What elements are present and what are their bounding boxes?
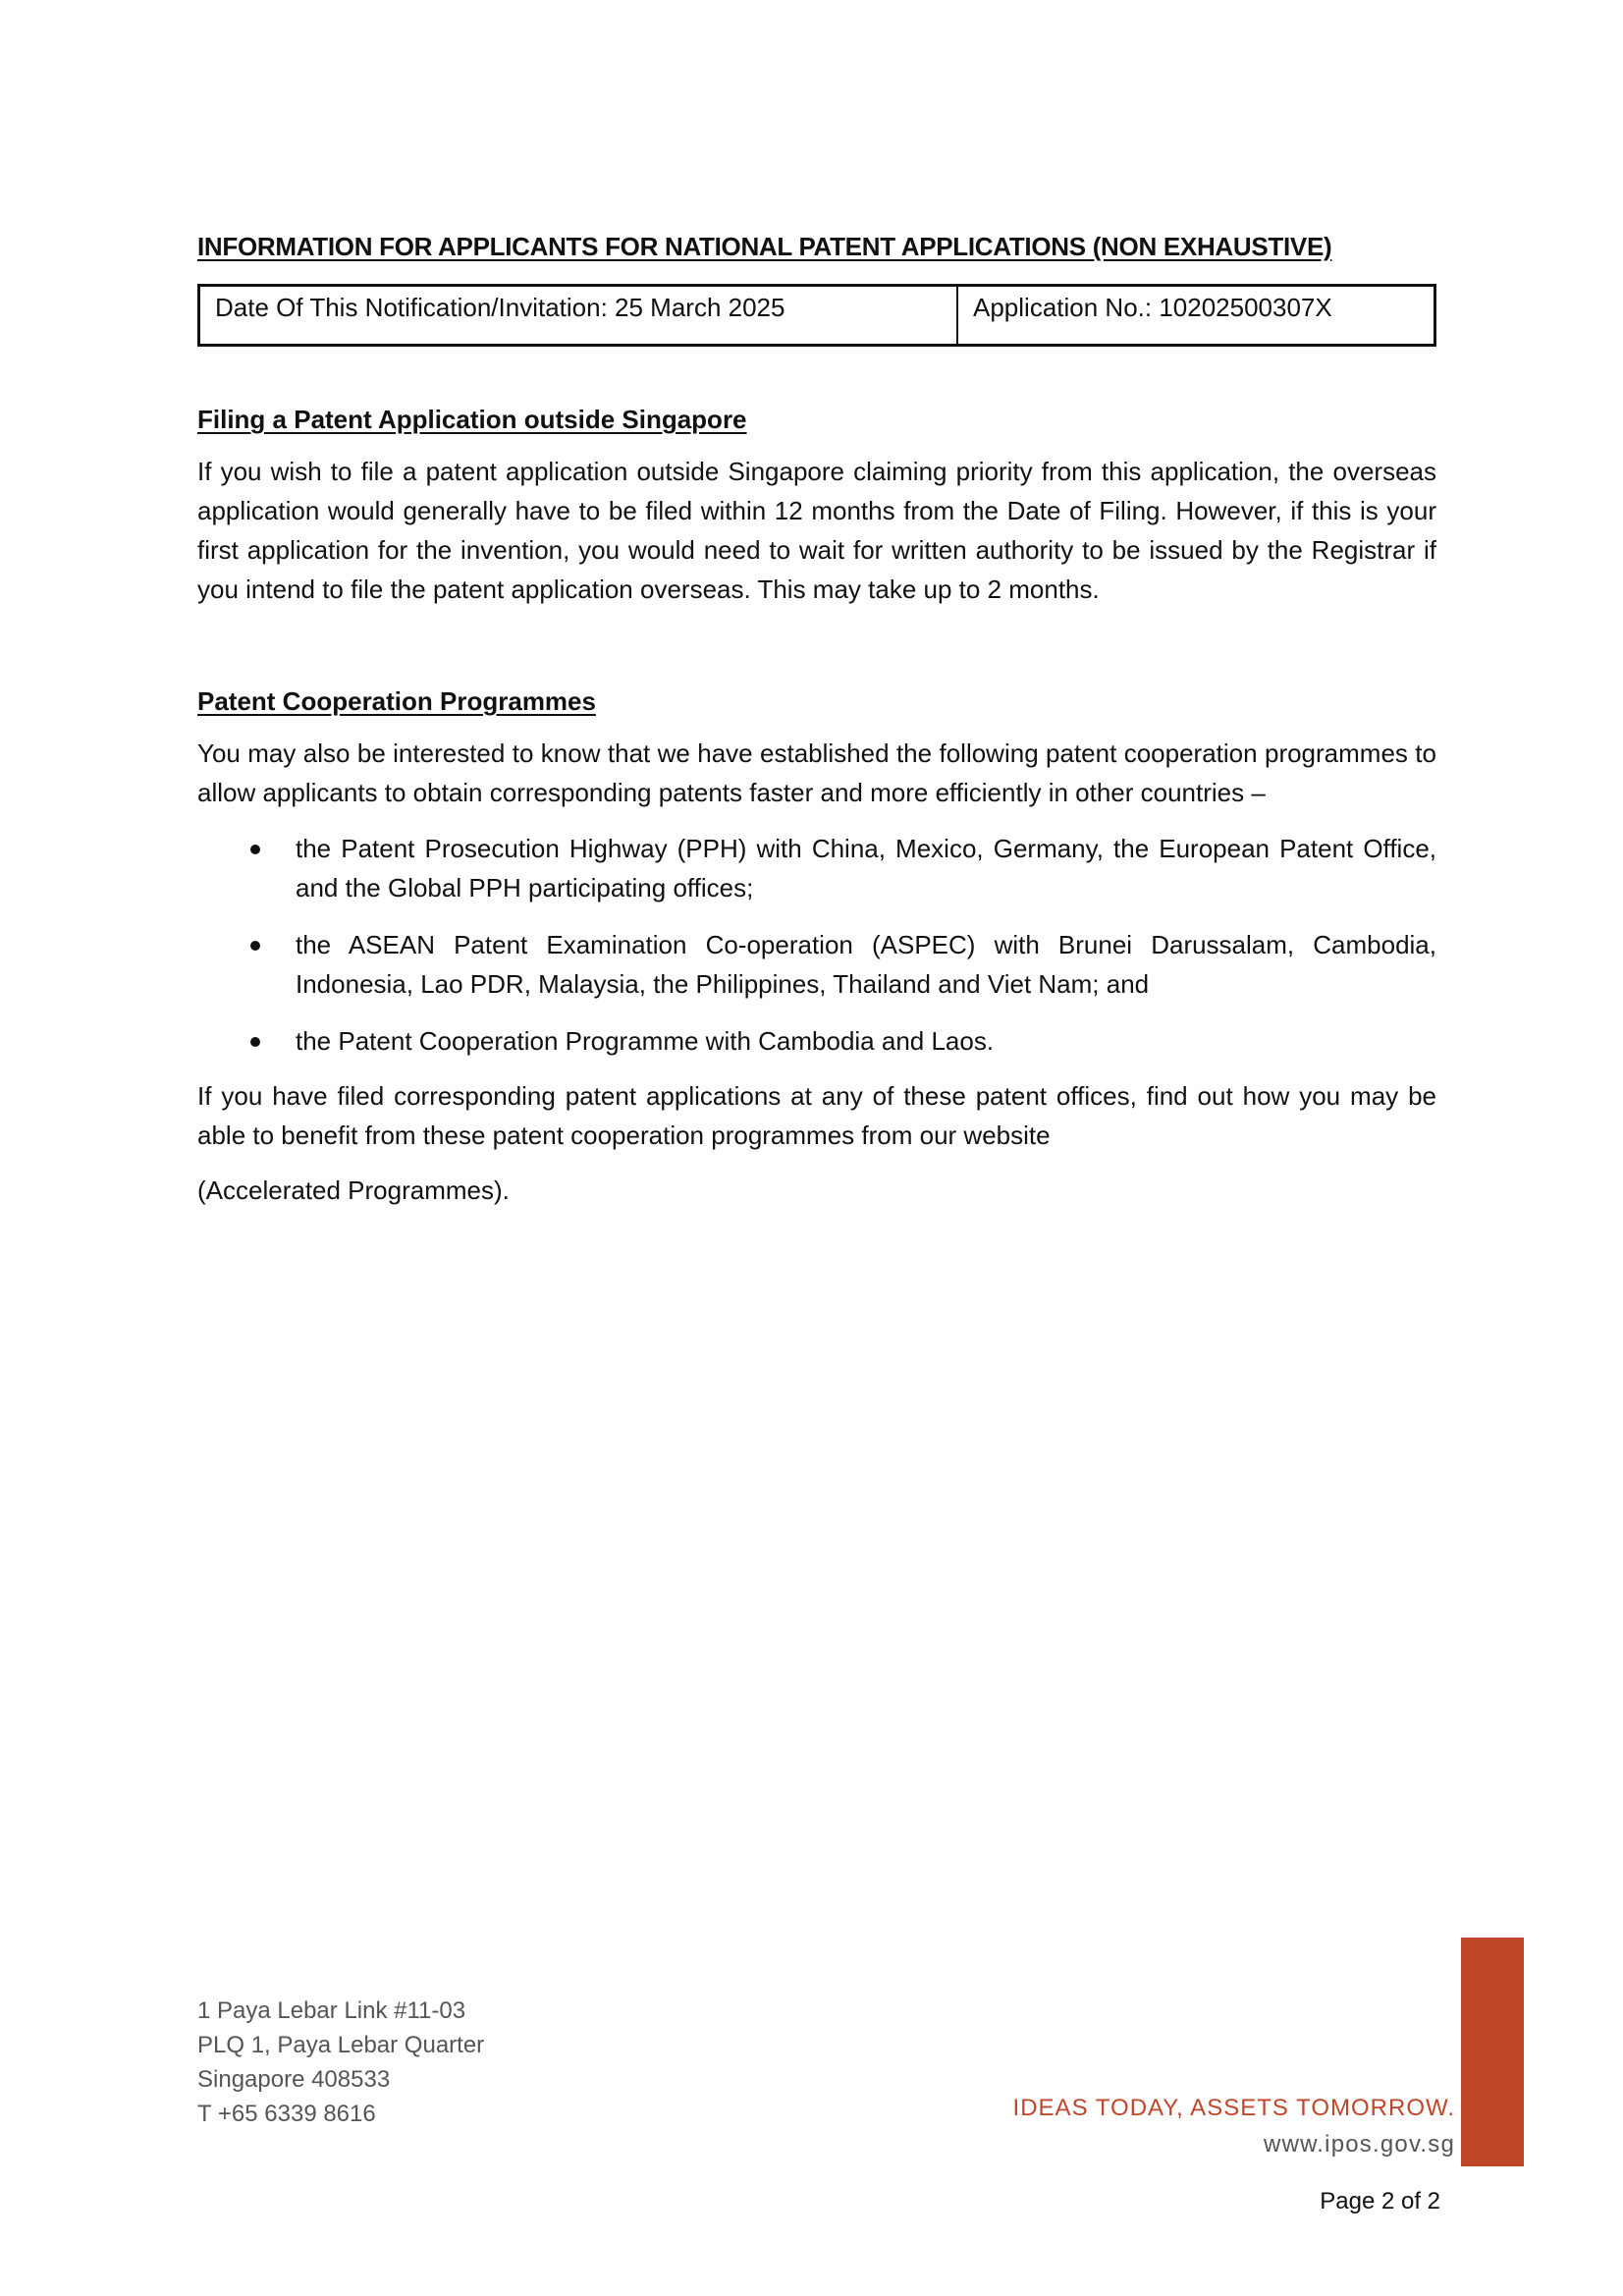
phone-line: T +65 6339 8616 (197, 2101, 376, 2127)
section-heading: Filing a Patent Application outside Singapore (197, 405, 747, 434)
list-item (197, 1021, 1436, 1061)
list-item-text: the Patent Prosecution Highway (PPH) with China, Mexico, Germany, the European Patent Office, and the Global PPH participating offices; (296, 834, 1436, 902)
office-address (197, 1994, 484, 2131)
document-body (197, 232, 1436, 1210)
section-closing: If you have filed corresponding patent applications at any of these patent offices, find out how you may be able to benefit from these patent cooperation programmes from our website (197, 1081, 1436, 1150)
application-info-table (197, 284, 1436, 347)
notification-date-cell: Date Of This Notification/Invitation: 25 March 2025 (200, 287, 958, 344)
brand-tagline: IDEAS TODAY, ASSETS TOMORROW. (1012, 2095, 1455, 2121)
accelerated-programmes-link[interactable]: (Accelerated Programmes). (197, 1175, 510, 1205)
section-paragraph: If you wish to file a patent application outside Singapore claiming priority from this application, the overseas application would generally have to be filed within 12 months from the Date of Filing. However, if this is your first application for the invention, you would need to wait for written authority to be issued by the Registrar if you intend to file the patent application overseas. This may take up to 2 months. (197, 457, 1436, 604)
bullet-icon (250, 1037, 260, 1047)
list-item-text: the ASEAN Patent Examination Co-operation (ASPEC) with Brunei Darussalam, Cambodia, Indonesia, Lao PDR, Malaysia, the Philippines, Thailand and Viet Nam; and (296, 930, 1436, 999)
list-item (197, 925, 1436, 1004)
bullet-icon (250, 941, 260, 951)
page-number: Page 2 of 2 (1320, 2188, 1440, 2214)
address-line: 1 Paya Lebar Link #11-03 (197, 1997, 466, 2024)
address-line: PLQ 1, Paya Lebar Quarter (197, 2032, 485, 2058)
section-intro: You may also be interested to know that we have established the following patent cooperation programmes to allow applicants to obtain corresponding patents faster and more efficiently in other countries – (197, 738, 1436, 807)
address-line: Singapore 408533 (197, 2066, 391, 2093)
bullet-icon (250, 845, 260, 854)
list-item (197, 829, 1436, 907)
website-link[interactable]: www.ipos.gov.sg (1264, 2131, 1455, 2158)
brand-accent-bar (1461, 1938, 1524, 2166)
section-heading: Patent Cooperation Programmes (197, 686, 596, 716)
section-patent-cooperation-programmes (197, 686, 1436, 1210)
application-number-cell: Application No.: 10202500307X (973, 293, 1332, 322)
list-item-text: the Patent Cooperation Programme with Cambodia and Laos. (296, 1026, 995, 1056)
section-filing-outside-singapore (197, 405, 1436, 609)
document-title: INFORMATION FOR APPLICANTS FOR NATIONAL PATENT APPLICATIONS (NON EXHAUSTIVE) (197, 232, 1332, 261)
programme-list (197, 829, 1436, 1061)
